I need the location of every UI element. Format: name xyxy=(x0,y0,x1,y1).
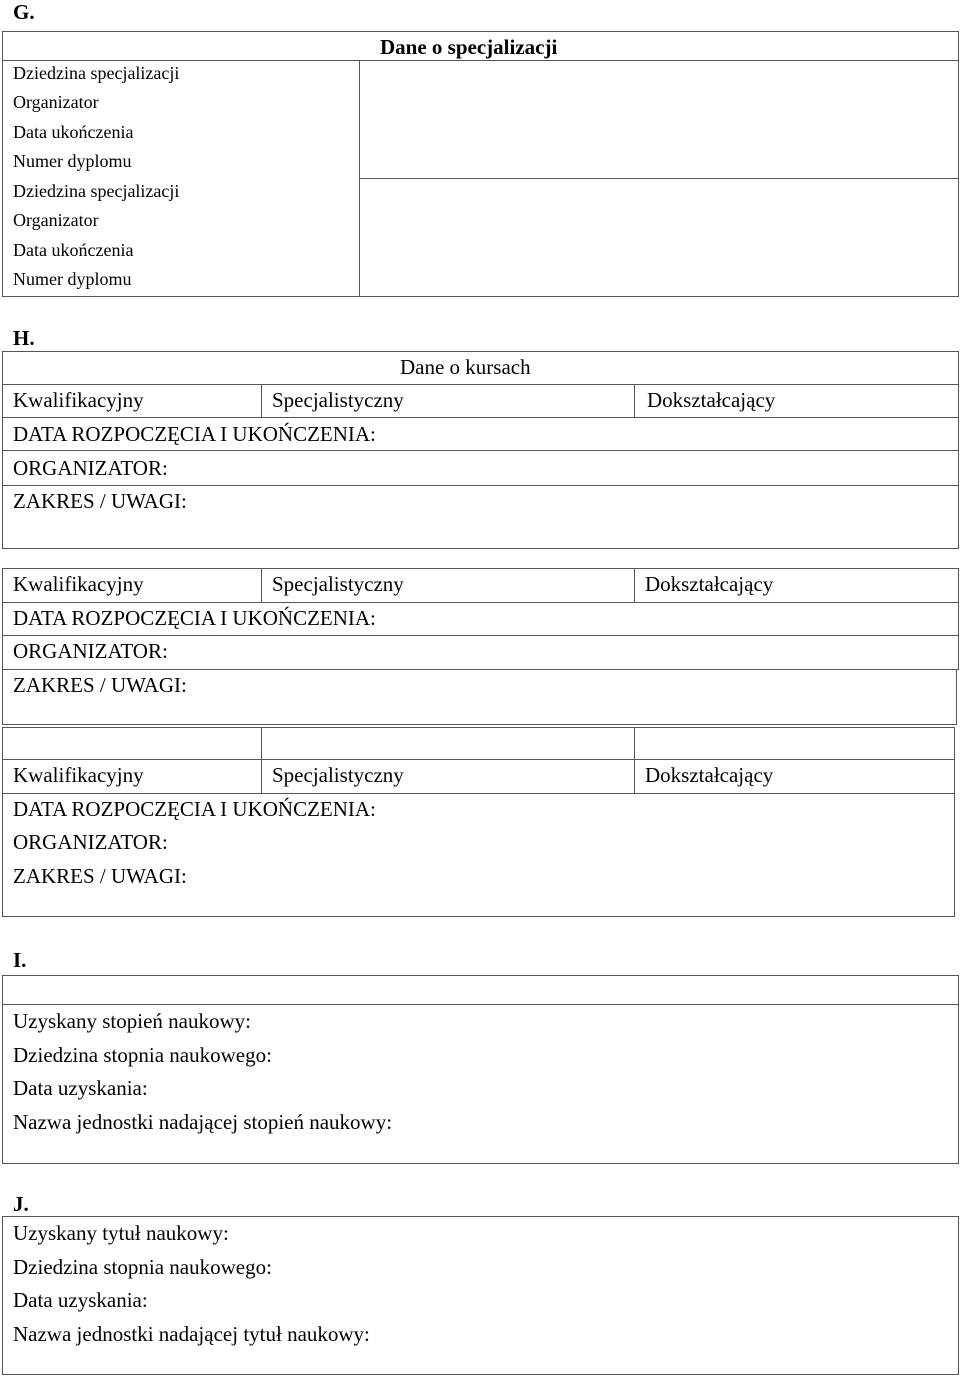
course-scope-label: ZAKRES / UWAGI: xyxy=(13,673,187,697)
section-i-top-divider xyxy=(2,1004,959,1005)
course-scope-label: ZAKRES / UWAGI: xyxy=(13,864,187,888)
course-type-qualifying: Kwalifikacyjny xyxy=(13,572,144,596)
course-type-further: Dokształcający xyxy=(645,763,774,787)
section-g-row-label: Dziedzina specjalizacji xyxy=(13,63,180,83)
course-organizer-label: ORGANIZATOR: xyxy=(13,456,168,480)
title-label: Uzyskany tytuł naukowy: xyxy=(13,1221,229,1245)
course-type-divider xyxy=(261,384,262,418)
section-g-letter: G. xyxy=(13,0,35,24)
course-scope-label: ZAKRES / UWAGI: xyxy=(13,489,187,513)
section-g-header: Dane o specjalizacji xyxy=(380,35,558,59)
section-g-row-label: Dziedzina specjalizacji xyxy=(13,181,180,201)
section-g-row-label: Data ukończenia xyxy=(13,122,134,142)
section-g-row-label: Organizator xyxy=(13,210,99,230)
course-type-specialist: Specjalistyczny xyxy=(272,572,404,596)
title-date-label: Data uzyskania: xyxy=(13,1288,148,1312)
course-type-further: Dokształcający xyxy=(647,388,776,412)
degree-label: Uzyskany stopień naukowy: xyxy=(13,1009,251,1033)
degree-unit-label: Nazwa jednostki nadającej stopień naukowy: xyxy=(13,1110,393,1134)
course-organizer-label: ORGANIZATOR: xyxy=(13,830,168,854)
title-field-label: Dziedzina stopnia naukowego: xyxy=(13,1255,272,1279)
section-g-header-divider xyxy=(2,60,959,61)
section-h-header-row xyxy=(2,351,959,385)
course-type-further: Dokształcający xyxy=(645,572,774,596)
course-type-divider xyxy=(634,384,635,418)
section-g-row-divider xyxy=(359,178,959,179)
course-spacer-divider xyxy=(261,727,262,760)
course-type-specialist: Specjalistyczny xyxy=(272,763,404,787)
course-organizer-label: ORGANIZATOR: xyxy=(13,639,168,663)
course-spacer-row xyxy=(2,727,955,760)
section-g-row-label: Data ukończenia xyxy=(13,240,134,260)
degree-field-label: Dziedzina stopnia naukowego: xyxy=(13,1043,272,1067)
title-unit-label: Nazwa jednostki nadającej tytuł naukowy: xyxy=(13,1322,370,1346)
course-type-divider xyxy=(634,759,635,794)
course-type-row xyxy=(2,568,959,603)
section-j-letter: J. xyxy=(13,1192,29,1216)
section-i-letter: I. xyxy=(13,948,27,972)
course-type-qualifying: Kwalifikacyjny xyxy=(13,763,144,787)
course-type-row xyxy=(2,759,955,794)
course-type-row xyxy=(2,384,959,418)
course-dates-label: DATA ROZPOCZĘCIA I UKOŃCZENIA: xyxy=(13,606,376,630)
course-type-divider xyxy=(634,568,635,603)
section-g-row-label: Organizator xyxy=(13,92,99,112)
course-dates-label: DATA ROZPOCZĘCIA I UKOŃCZENIA: xyxy=(13,422,376,446)
course-spacer-divider xyxy=(634,727,635,760)
section-g-row-label: Numer dyplomu xyxy=(13,269,132,289)
section-h-letter: H. xyxy=(13,326,35,350)
course-type-qualifying: Kwalifikacyjny xyxy=(13,388,144,412)
degree-date-label: Data uzyskania: xyxy=(13,1076,148,1100)
course-dates-label: DATA ROZPOCZĘCIA I UKOŃCZENIA: xyxy=(13,797,376,821)
course-type-specialist: Specjalistyczny xyxy=(272,388,404,412)
section-g-row-label: Numer dyplomu xyxy=(13,151,132,171)
course-type-divider xyxy=(261,759,262,794)
course-type-divider xyxy=(261,568,262,603)
section-h-header: Dane o kursach xyxy=(400,355,531,379)
